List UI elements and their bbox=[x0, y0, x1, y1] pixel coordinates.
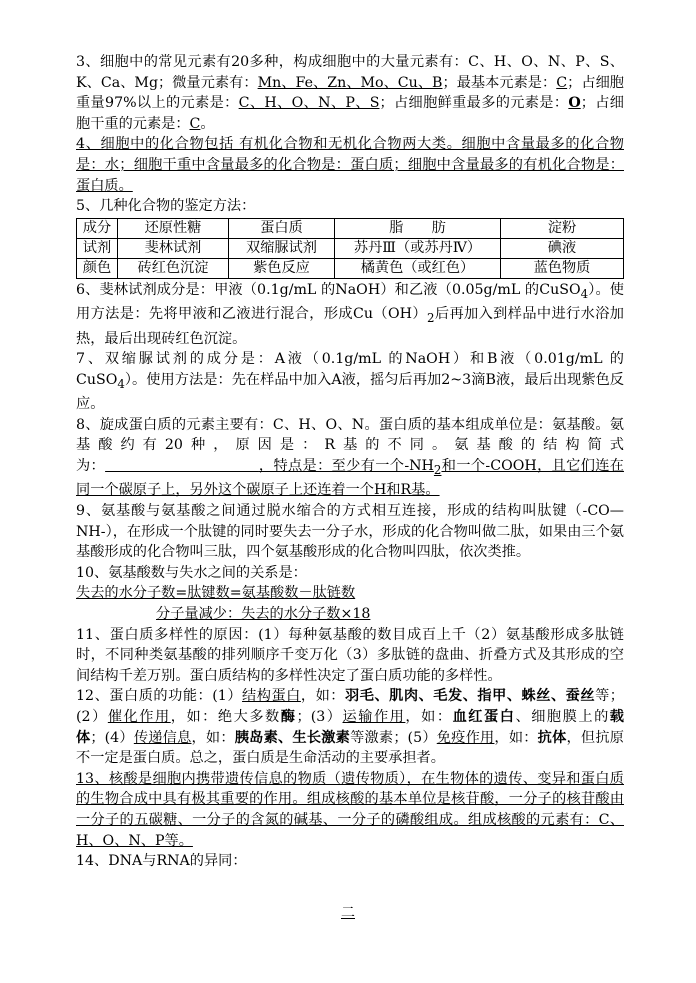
text: 羽毛、肌肉、毛发、指甲、蛛丝、蚕丝 bbox=[345, 688, 596, 705]
table-cell: 橘黄色（或红色） bbox=[335, 258, 501, 278]
page-number: 二 bbox=[341, 905, 355, 921]
paragraph-9: 9、氨基酸与氨基酸之间通过脱水缩合的方式相互连接，形成的结构叫肽键（-CO—NH-），在形成一个肽键的同时要失去一分子水，形成的化合物叫做二肽，如果由三个氨基酸形成的化合物叫三肽，四个氨基酸形成的化合物叫四肽，依次类推。 bbox=[76, 503, 624, 561]
subscript: 2 bbox=[426, 311, 435, 325]
text: C bbox=[556, 74, 568, 91]
table-row bbox=[77, 218, 624, 238]
table-cell: 碘液 bbox=[501, 238, 624, 258]
text: 12、蛋白质的功能：(1） bbox=[76, 688, 243, 705]
identification-table bbox=[76, 218, 624, 279]
table-cell: 蛋白质 bbox=[229, 218, 335, 238]
paragraph-3 bbox=[76, 52, 624, 134]
text: 酶 bbox=[280, 708, 297, 725]
table-cell: 脂 肪 bbox=[335, 218, 501, 238]
paragraph-10-title: 10、氨基酸数与失水之间的关系是： bbox=[76, 564, 307, 581]
text: ；占细胞鲜重最多的元素是： bbox=[379, 95, 569, 112]
text: 载体 bbox=[76, 708, 624, 746]
text: 催化作用 bbox=[107, 708, 171, 725]
text: 血红蛋白 bbox=[452, 708, 516, 725]
paragraph-14: 14、DNA与RNA的异同： bbox=[76, 853, 247, 870]
text: Mn、Fe、Zn、Mo、Cu、B bbox=[257, 74, 443, 91]
text: ）。使用方法是：先在样品中加入A液，摇匀后再加2~3滴B液，最后出现紫色反应。 bbox=[76, 371, 624, 413]
text: 分子量减少：失去的水分子数×18 bbox=[156, 605, 371, 622]
text: ；(4） bbox=[90, 729, 134, 746]
table-cell: 试剂 bbox=[77, 238, 118, 258]
table-row bbox=[77, 238, 624, 258]
text: ）。使用方法是：先将甲液和乙液进行混合，形成Cu（OH） bbox=[76, 281, 624, 323]
structure-blank bbox=[105, 458, 258, 474]
text: ，如： bbox=[494, 729, 538, 746]
table-cell: 砖红色沉淀 bbox=[118, 258, 229, 278]
table-cell: 蓝色物质 bbox=[501, 258, 624, 278]
paragraph-5: 5、几种化合物的鉴定方法： bbox=[76, 198, 256, 215]
text: ，如： bbox=[300, 688, 346, 705]
text: ；最基本元素是： bbox=[442, 74, 557, 91]
text: 7、双缩脲试剂的成分是：A液（0.1g/mL 的NaOH）和B液（0.01g/mL 的CuSO bbox=[76, 351, 624, 388]
text: ，如： bbox=[405, 708, 453, 725]
paragraph-13: 13、核酸是细胞内携带遗传信息的物质（遗传物质），在生物体的遗传、变异和蛋白质的生物合成中具有极其重要的作用。组成核酸的基本单位是核苷酸，一分子的核苷酸由一分子的五碳糖、一分子的含氮的碱基、一分子的磷酸组成。组成核酸的元素有：C、H、O、N、P等。 bbox=[76, 770, 624, 849]
table-cell: 淀粉 bbox=[501, 218, 624, 238]
table-cell: 颜色 bbox=[77, 258, 118, 278]
text: 胰岛素、生长激素 bbox=[234, 729, 351, 746]
text: 6、斐林试剂成分是：甲液（0.1g/mL 的NaOH）和乙液（0.05g/mL 的CuSO bbox=[76, 281, 581, 298]
paragraph-11: 11、蛋白质多样性的原因：(1）每种氨基酸的数目成百上千（2）氨基酸形成多肽链时，不同种类氨基酸的排列顺序千变万化（3）多肽链的盘曲、折叠方式及其形成的空间结构千差万别。蛋白质结构的多样性决定了蛋白质功能的多样性。 bbox=[76, 626, 624, 684]
text: 。 bbox=[200, 115, 215, 132]
text: 和一个-COOH，且它们连在同一个碳原子上，另外这个碳原子上还连着一个H和R基。 bbox=[76, 457, 624, 499]
subscript: 4 bbox=[580, 286, 589, 301]
paragraph-12 bbox=[76, 686, 624, 768]
text: 运输作用 bbox=[342, 708, 406, 725]
table-cell: 还原性糖 bbox=[118, 218, 229, 238]
subscript: 4 bbox=[117, 376, 125, 391]
table-cell: 双缩脲试剂 bbox=[229, 238, 335, 258]
table-cell: 紫色反应 bbox=[229, 258, 335, 278]
table-cell: 斐林试剂 bbox=[118, 238, 229, 258]
text: ；占细胞干重的元素是： bbox=[76, 95, 624, 132]
table-row bbox=[77, 258, 624, 278]
text: 8、旋成蛋白质的元素主要有：C、H、O、N。蛋白质的基本组成单位是：氨基酸。氨基酸约有20种，原因是：R基的不同。氨基酸的结构简式为： bbox=[76, 416, 624, 474]
text: C、H、O、N、P、S bbox=[238, 95, 380, 112]
text: ，如：绝大多数 bbox=[170, 708, 281, 725]
text: 失去的水分子数=肽键数=氨基酸数－肽链数 bbox=[76, 585, 356, 602]
text: O bbox=[568, 95, 581, 112]
text: ；占细胞重量97%以上的元素是： bbox=[76, 74, 624, 112]
table-cell: 成分 bbox=[77, 218, 118, 238]
text: 等；(2） bbox=[76, 688, 624, 725]
text: 等激素；(5） bbox=[350, 729, 437, 746]
text: 抗体 bbox=[537, 729, 567, 746]
paragraph-8 bbox=[76, 415, 624, 501]
text: 结构蛋白 bbox=[242, 688, 301, 705]
table-cell: 苏丹Ⅲ（或苏丹Ⅳ） bbox=[335, 238, 501, 258]
text: ，但抗原不一定是蛋白质。总之，蛋白质是生命活动的主要承担者。 bbox=[76, 729, 624, 767]
paragraph-7 bbox=[76, 349, 624, 415]
text: ，特点是：至少有一个-NH bbox=[258, 457, 434, 474]
paragraph-10-line2 bbox=[76, 604, 624, 625]
text: C bbox=[189, 115, 201, 132]
subscript: 2 bbox=[433, 462, 442, 477]
document-body bbox=[76, 52, 624, 872]
text: ；(3） bbox=[296, 708, 343, 725]
text: 传递信息 bbox=[133, 729, 192, 746]
text: 后再加入到样品中进行水浴加热，最后出现砖红色沉淀。 bbox=[76, 306, 624, 347]
text: 、细胞膜上的 bbox=[515, 708, 610, 725]
paragraph-10-line1 bbox=[76, 583, 624, 604]
text: ，如： bbox=[191, 729, 235, 746]
text: 免疫作用 bbox=[436, 729, 495, 746]
text: 3、细胞中的常见元素有20多种，构成细胞中的大量元素有：C、H、O、N、P、S、K、Ca、Mg；微量元素有： bbox=[76, 54, 624, 91]
paragraph-4: 4、细胞中的化合物包括 有机化合物和无机化合物两大类。细胞中含量最多的化合物是：水；细胞干重中含量最多的化合物是：蛋白质；细胞中含量最多的有机化合物是：蛋白质。 bbox=[76, 136, 624, 194]
paragraph-6 bbox=[76, 280, 624, 349]
